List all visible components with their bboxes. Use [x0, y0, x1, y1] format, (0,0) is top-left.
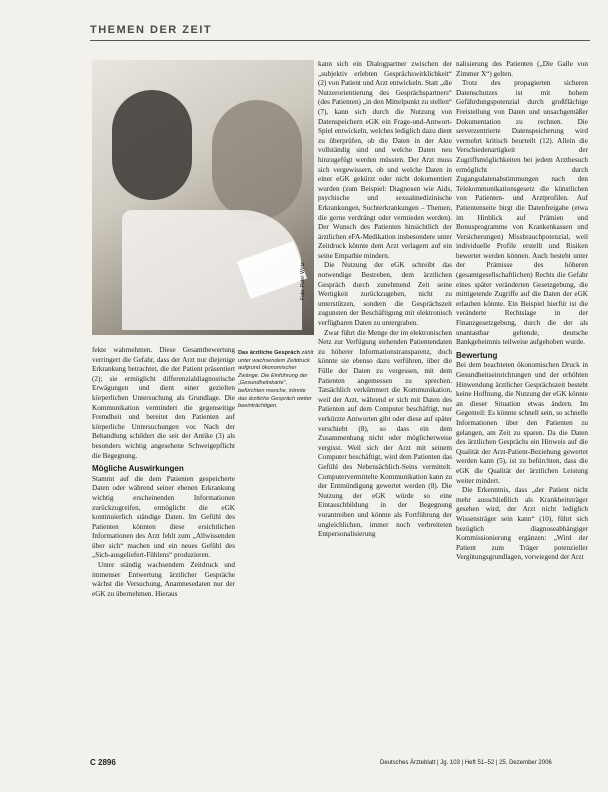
- article-photo: [92, 60, 314, 335]
- section-label: THEMEN DER ZEIT: [90, 24, 213, 36]
- subheading: Bewertung: [456, 350, 498, 360]
- paragraph: Trotz des propagierten sicheren Datenschutzes ist mit hohem Gefährdungspotenzial durch großflächige Freistellung von Daten und unsachgemäßer Dokumentation zu rechnen. Die serverzentrierte Datenspeicherung wird vermehrt kritisch beurteilt (12). Allein die Verschiedenartigkeit der Zugriffsmöglichkeiten bei jedem Arztbesuch ermöglicht durch Zugangsdatenabstimmungen nach den Telekommunikationsgesetz die künstlichen von Patienten- und Arztprofilen. Auf Patientenseite birgt die Datenfreigabe (etwa im Hinblick auf Prämien und Bonusprogramme von Krankenkassen und Versicherungen) Missbrauchpotenzial, weil individuelle Profile erstellt und Risiken bewertet werden können. Auch besteht unter der Prämisse des höheren (gesamtgesellschaftlichen) Rechts die Gefahr eines später veränderten Gesetzgebung, die mittigetende Zugriffe auf die Daten der eGK erlauben könnte. Ein Beispiel hierfür ist die veränderte Rechtslage in der Finanzgesetzgebung, durch die der als unantastbar geltende, deutsche Bankgeheimnis teilweise aufgehoben wurde.: [456, 79, 588, 347]
- journal-citation: Deutsches Ärzteblatt | Jg. 103 | Heft 51–52 | 25. Dezember 2006: [380, 760, 552, 766]
- caption-text: zählt unter wachsendem Zeitdruck aufgrund ökonomischer Zwänge. Die Einführung der „Gesundheitskarte“, befürchten manche, könnte das ärztliche Gespräch weiter beeinträchtigen.: [238, 350, 314, 410]
- paragraph: Die Erkenntnis, dass „der Patient nicht mehr ausschließlich als Krankheitsträger gesehen wird, der Arzt nicht lediglich Wissensträger sein kann“ (10), führt sich bezüglich diagnoseabhängiger Kommissionierung ergänzen: „Wird der Patient zum Träger potenzieller Vergütungsgrundlagen, vorwiegend der Arzt: [456, 486, 588, 562]
- paragraph: nalisierung des Patienten („Die Galle von Zimmer X“) gelten.: [456, 60, 588, 78]
- paragraph: Stammt auf die dem Patienten gespeicherte Daten oder während seiner ebenen Erkrankung wichtig erscheinenden Informationen zurückzugreifen, ermöglicht die eGK kontinuierlich ständige Daten. Im Gefühl des Patienten könnten diese ersichtlichen Informationen des Arzt fehlt zum „Allwissenden über sich“ machen und ein neues Gefühl des „Sich-ausgeliefert-Fühlens“ produzieren.: [92, 474, 235, 560]
- photo-figure-doctor: [112, 90, 192, 200]
- paragraph: Bei dem beachteten ökonomischen Druck in Gesundheitseinrichtungen und der erhöhten Hinwendung ärztlicher Gesprächszeit besteht keine Hoffnung, die Nutzung der eGK könnte an dieser Situation etwas ändern. Im Gegenteil: Es könnte schnell sein, so schnelle Informationen über den Patienten zu gelangen, am Zeit zu sparen. Da die Daten des ärztlichen Gesprächs ein Hinweis auf die Qualität der Arzt-Patient-Beziehung gewertet werden kann (5), ist zu befürchten, dass die eGK die Qualität der ärztlichen Leistung weiter mindert.: [456, 361, 588, 485]
- photo-caption: [238, 350, 314, 411]
- paragraph: kann sich ein Dialogpartner zwischen der „subjektiv erlebten Gesprächswirklichkeit“ (2) von Patient und Arzt entwickeln. Statt „die Nutzerorientierung des Gesprächspartners“ (des Patienten) „in den Mittelpunkt zu stellen“ (7), kann sich durch die Nutzung von Datenspeichern eGK ein Frage-und-Antwort-Spiel entwickeln, welches lediglich dazu dient zu überprüfen, ob die Daten in der Akte vollständig sind und welche Daten neu hinzugefügt werden müssten. Der Arzt muss sich vergewissern, ob und welche Daten in einer eGK gekürzt oder nicht dokumentiert wurden (zum Beispiel: Diagnosen wie Aids, psychische und sexualmedizinische Erkrankungen, Suchterkrankungen – Themen, die gerne verdrängt oder vermieden werden). Der Wunsch des Patienten hinsichtlich der ärztlichen eFA-Medikation insbesondere unter Zeitdruck könnte dem Arzt verlagern auf ein seine Empathie mindern.: [318, 60, 452, 260]
- subheading: Mögliche Auswirkungen: [92, 464, 184, 474]
- photo-credit: Foto: Peter Wirtz: [300, 262, 306, 300]
- column-1: [92, 346, 235, 599]
- paragraph: Zwar führt die Menge der im elektronischen Netz zur Verfügung stehenden Patientendaten zu höherer Informationstransparenz, doch könnte sie ebenso dazu verführen, über die Fülle der Daten zu vergessen, mit dem Patienten angemessen zu sprechen. Tatsächlich verkümmert die Kommunikation, weil der Arzt, während er sich mit Daten des Patienten auf dem Computer beschäftigt, nur verkürzte Antworten gibt oder diese auf später verschiebt (8), so dass ein dem Zusammenhang nicht oder möglicherweise vergisst. Weil sich der Arzt mit seinem Computer beschäftigt, wird dem Patienten das Gefühl des Nebensächlich-Seins vermittelt. Computervermittelte Kommunikation kann zu der Entmündigung gewertet werden (8). Die Nutzung der eGK würde so eine Eintauschbildung in der Begegnung vorantreiben und könnte als Fortführung der ungleichlichen, immer noch verbreiteten Entpersonalisierung: [318, 328, 452, 539]
- column-3: [456, 60, 588, 563]
- paragraph: Die Nutzung der eGK schreibt das notwendige Bestreben, dem ärztlichen Gespräch durch zunehmend Zeit seine Wertigkeit zurückzugeben, nicht zu unterstützen, sondern die Gesprächszeit zugunsten der Beschäftigung mit elektronisch verfügbaren Daten zu untergraben.: [318, 261, 452, 328]
- paragraph: fekte wahrnehmen. Diese Gesamtbewertung verringert die Gefahr, dass der Arzt nur diejenige Erkrankung betrachtet, die der Patient präsentiert (2); sie ermöglicht differenzialdiagnostische Erwägungen und dient einer gezielten körperlichen Untersuchung als Grundlage. Die Kommunikation vermindert die gegenseitige Fremdheit und bereitet den Patienten auf körperliche Untersuchungen vor. Nach der Behandlung schildert die seit der Antike (3) als besonders wichtig angesehene Schweigepflicht die Begegnung.: [92, 346, 235, 460]
- column-2: [318, 60, 452, 540]
- photo-figure-patient: [212, 100, 302, 220]
- page-number: C 2896: [90, 758, 116, 767]
- paragraph: Unter ständig wachsendem Zeitdruck und immenser Entwertung ärztlicher Gespräche wächst die Versuchung, Anamnesedaten nur der eGK zu übernehmen. Hieraus: [92, 561, 235, 598]
- caption-bold: Das ärztliche Gespräch: [238, 350, 300, 356]
- header-rule: [90, 40, 590, 41]
- section-header: [90, 24, 590, 38]
